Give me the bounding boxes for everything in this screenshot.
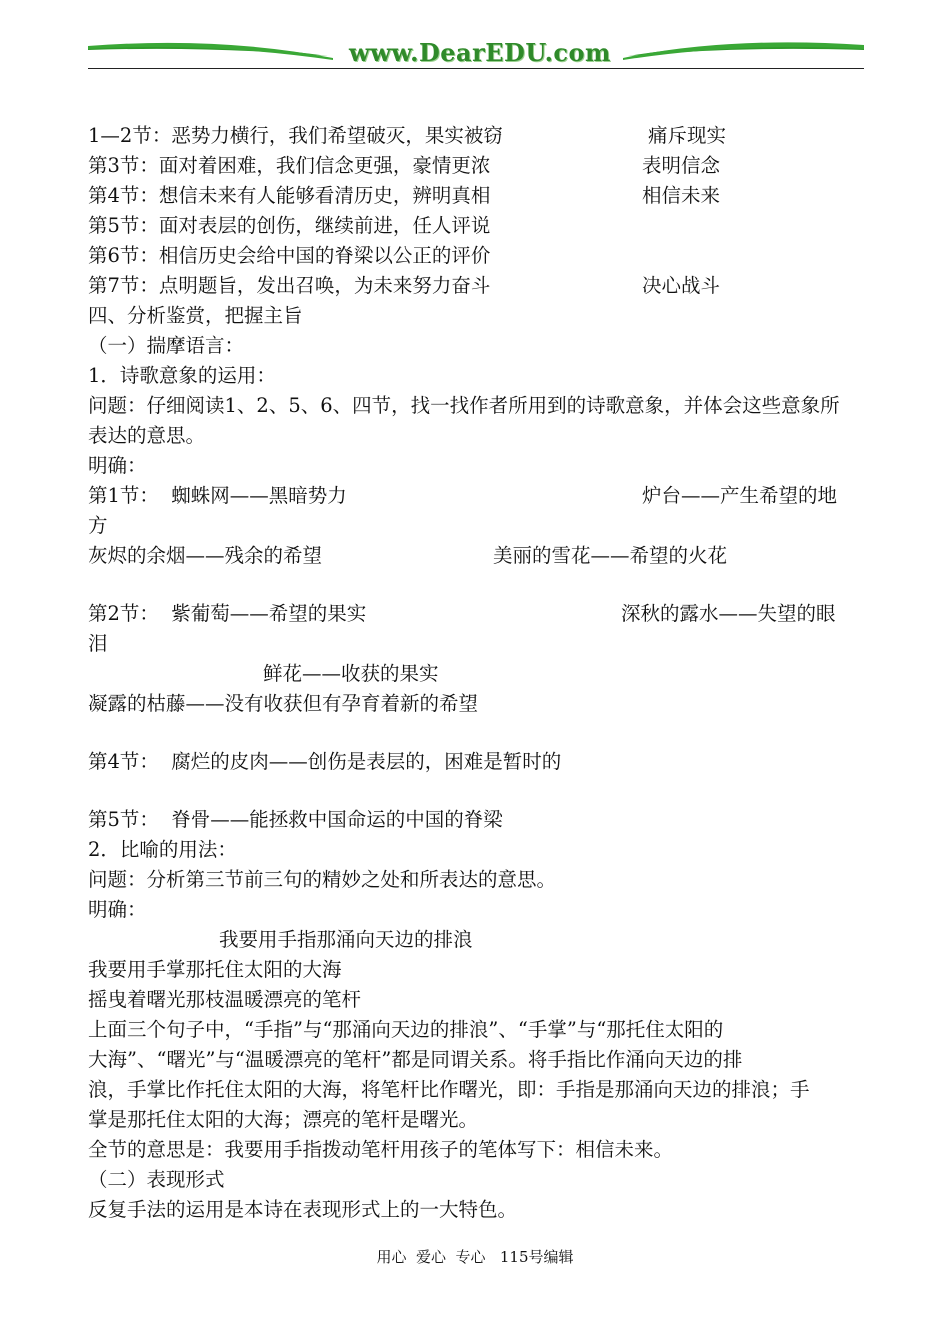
text-line: 泪: [88, 632, 108, 655]
text-line: 问题：分析第三节前三句的精妙之处和所表达的意思。: [88, 868, 557, 891]
poem-line: 我要用手掌那托住太阳的大海: [88, 958, 342, 981]
text-line: 灰烬的余烟——残余的希望: [88, 544, 323, 567]
text-line: 第6节：相信历史会给中国的脊梁以公正的评价: [88, 244, 491, 267]
text-line-note: 决心战斗: [642, 274, 721, 297]
text-line: 第3节：面对着困难，我们信念更强，豪情更浓: [88, 154, 491, 177]
section-heading: （二）表现形式: [88, 1168, 225, 1191]
section-heading: 1．诗歌意象的运用：: [88, 364, 276, 387]
site-logo: www.DearEDU.com: [349, 38, 611, 67]
section-heading: 2．比喻的用法：: [88, 838, 237, 861]
text-line: 上面三个句子中，“手指”与“那涌向天边的排浪”、“手掌”与“那托住太阳的: [88, 1018, 724, 1041]
text-line: 全节的意思是：我要用手指拨动笔杆用孩子的笔体写下：相信未来。: [88, 1138, 674, 1161]
page-footer: 用心 爱心 专心 115号编辑: [376, 1248, 574, 1266]
text-line: 表达的意思。: [88, 424, 206, 447]
page-header: [88, 36, 864, 72]
text-line: 方: [88, 514, 108, 537]
text-line-note: 深秋的露水——失望的眼: [621, 602, 836, 625]
text-line: 第7节：点明题旨，发出召唤，为未来努力奋斗: [88, 274, 491, 297]
text-line: 1—2节：恶势力横行，我们希望破灭，果实被窃: [88, 124, 503, 147]
text-line: 浪，手掌比作托住太阳的大海，将笔杆比作曙光，即：手指是那涌向天边的排浪；手: [88, 1078, 810, 1101]
text-line: 第4节：想信未来有人能够看清历史，辨明真相: [88, 184, 491, 207]
text-line: 第5节： 脊骨——能拯救中国命运的中国的脊梁: [88, 808, 503, 831]
text-line: 大海”、“曙光”与“温暖漂亮的笔杆”都是同谓关系。将手指比作涌向天边的排: [88, 1048, 743, 1071]
text-line: 问题：仔细阅读1、2、5、6、四节，找一找作者所用到的诗歌意象，并体会这些意象所: [88, 394, 840, 417]
text-line: 鲜花——收获的果实: [263, 662, 439, 685]
text-line-note: 炉台——产生希望的地: [642, 484, 838, 507]
text-line: 第4节： 腐烂的皮肉——创伤是表层的，困难是暂时的: [88, 750, 562, 773]
text-line-note: 美丽的雪花——希望的火花: [493, 544, 728, 567]
section-heading: 四、分析鉴赏，把握主旨: [88, 304, 303, 327]
text-line-note: 相信未来: [642, 184, 721, 207]
text-line: 第1节： 蜘蛛网——黑暗势力: [88, 484, 347, 507]
text-line: 第5节：面对表层的创伤，继续前进，任人评说: [88, 214, 491, 237]
poem-line: 摇曳着曙光那枝温暖漂亮的笔杆: [88, 988, 362, 1011]
text-line: 明确：: [88, 454, 147, 477]
header-rule: [88, 68, 864, 69]
text-line: 掌是那托住太阳的大海；漂亮的笔杆是曙光。: [88, 1108, 479, 1131]
text-line-note: 痛斥现实: [648, 124, 727, 147]
text-line: 凝露的枯藤——没有收获但有孕育着新的希望: [88, 692, 479, 715]
section-heading: （一）揣摩语言：: [88, 334, 245, 357]
text-line: 第2节： 紫葡萄——希望的果实: [88, 602, 367, 625]
text-line: 反复手法的运用是本诗在表现形式上的一大特色。: [88, 1198, 518, 1221]
poem-line: 我要用手指那涌向天边的排浪: [219, 928, 473, 951]
text-line: 明确：: [88, 898, 147, 921]
text-line-note: 表明信念: [642, 154, 721, 177]
